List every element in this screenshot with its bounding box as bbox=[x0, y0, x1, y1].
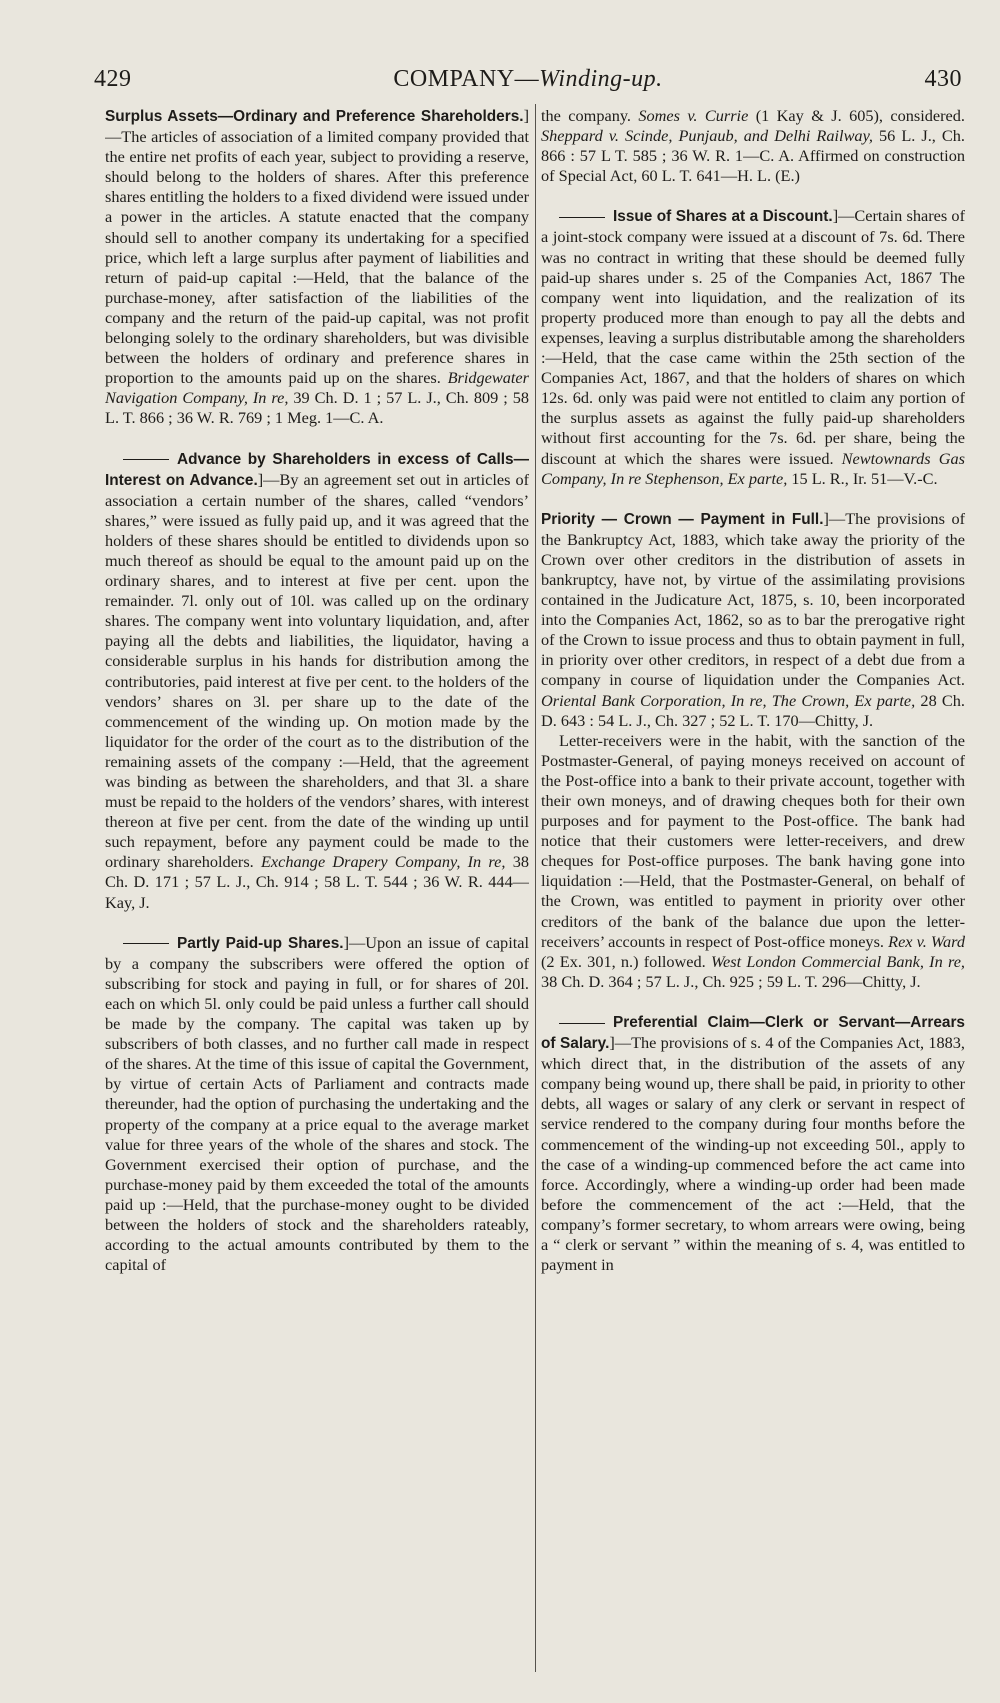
title-italic: Winding-up. bbox=[539, 66, 663, 92]
entry-body: (2 Ex. 301, n.) followed. bbox=[541, 951, 711, 971]
left-column bbox=[105, 106, 529, 1690]
entry-body: ]—Certain shares of a joint-stock company were issued at a discount of 7s. 6d. There was no contract in writing that these should be deemed fully paid-up shares under s. 25 of the Companies Act, 1867 The company went into liquidation, and the realization of its property produced more than enough to pay all the debts and expenses, leaving a surplus distributable among the shareholders :—Held, that the case came within the 25th section of the Companies Act, 1867, and that the holders of shares on which 12s. 6d. only was paid were not entitled to claim any portion of the surplus assets as against the fully paid-up shareholders without first accounting for the 7s. 6d. per share, being the discount at which the shares were issued. bbox=[541, 206, 965, 468]
title-main: COMPANY— bbox=[393, 66, 540, 92]
page-title bbox=[94, 66, 962, 93]
entry-heading: Issue of Shares at a Discount. bbox=[613, 208, 833, 226]
case-name: Rex v. Ward bbox=[888, 931, 965, 951]
entry-heading: Partly Paid-up Shares. bbox=[177, 934, 344, 952]
case-name: Sheppard v. Scinde, Punjaub, and Delhi Railway, bbox=[541, 126, 873, 146]
entry-body: Letter-receivers were in the habit, with the sanction of the Postmaster-General, of paying moneys received on account of the Post-office into a bank to their private account, together with their own moneys, and of drawing cheques both for their own purposes and for payment to the Post-office. The bank had notice that their customers were letter-receivers, and drew cheques for Post-office purposes. The bank having gone into liquidation :—Held, that the Postmaster-General, on behalf of the Crown, was entitled to payment in priority over other creditors of the bank of the balance due upon the letter-receivers’ accounts in respect of Post-office moneys. bbox=[541, 730, 965, 951]
column-divider bbox=[535, 104, 536, 1672]
entry-issue-at-discount bbox=[541, 206, 965, 488]
ditto-dash bbox=[559, 1023, 605, 1024]
case-name: Newtownards Gas Company, In re Stephenson, Ex parte, bbox=[541, 448, 965, 488]
entry-body: ]—By an agreement set out in articles of association a certain number of the shares, called “vendors’ shares,” were issued as fully paid up, and it was agreed that the holders of these shares should be entitled to dividends upon so much thereof as should be equal to the amount paid up on the ordinary shares, and to interest at five per cent. upon the remainder. 7l. only out of 10l. was called up on the ordinary shares. The company went into voluntary liquidation, and, after paying all the debts and liabilities, the liquidator, having a considerable surplus in his hands for distribution among the contributories, paid interest at five per cent. to the holders of the vendors’ shares on 3l. per share up to the date of the commencement of the winding up. On motion made by the liquidator for the order of the court as to the distribution of the remaining assets of the company :—Held, that the agreement was binding as between the shareholders, and that 3l. a share must be repaid to the holders of the vendors’ shares, with interest thereon at five per cent. from the date of the winding up until such repayment, before any payment could be made to the ordinary shareholders. bbox=[105, 469, 529, 872]
entry-heading: Preferential Claim—Clerk or Servant—Arrears of Salary. bbox=[541, 1013, 965, 1053]
ditto-dash bbox=[559, 217, 605, 218]
entry-surplus-assets bbox=[105, 106, 529, 429]
entry-letter-receivers bbox=[541, 731, 965, 992]
ditto-dash bbox=[123, 459, 169, 460]
entry-body: ]—The provisions of s. 4 of the Companies Act, 1883, which direct that, in the distribution of the assets of any company being wound up, there shall be paid, in priority to other debts, all wages or salary of any clerk or servant in respect of service rendered to the company during four months before the commencement of the winding-up not exceeding 50l., apply to the case of a winding-up commenced before the act came into force. Accordingly, where a winding-up order had been made before the commencement of the act :—Held, that the company’s former secretary, to whom arrears were owing, being a “ clerk or servant ” within the meaning of s. 4, was entitled to payment in bbox=[541, 1033, 965, 1275]
case-name: West London Commercial Bank, In re, bbox=[710, 951, 965, 971]
case-name: Bridgewater Navigation Company, In re, bbox=[105, 368, 529, 408]
right-column bbox=[541, 106, 965, 1690]
case-citation: 39 Ch. D. 1 ; 57 L. J., Ch. 809 ; 58 L. T. 866 ; 36 W. R. 769 ; 1 Meg. 1—C. A. bbox=[105, 388, 529, 428]
entry-body: ]—The articles of association of a limited company provided that the entire net profits of each year, subject to providing a reserve, should belong to the holders of shares. After this preference shares entitling the holders to a fixed dividend were issued under a power in the articles. A statute enacted that the company should sell to another company its undertaking for a specified price, which left a large surplus after payment of liabilities and return of paid-up capital :—Held, that the balance of the purchase-money, after satisfaction of the liabilities of the company and the return of the paid-up capital, was not profit belonging solely to the ordinary shareholders, but was divisible between the holders of ordinary and preference shares in proportion to the amounts paid up on the shares. bbox=[105, 106, 529, 388]
entry-partly-paid-up-shares bbox=[105, 933, 529, 1276]
case-citation: 38 Ch. D. 171 ; 57 L. J., Ch. 914 ; 58 L. T. 544 ; 36 W. R. 444—Kay, J. bbox=[105, 852, 529, 912]
entry-body: (1 Kay & J. 605), considered. bbox=[748, 106, 965, 125]
entry-heading: Priority — Crown — Payment in Full. bbox=[541, 510, 824, 528]
case-citation: 56 L. J., Ch. 866 : 57 L T. 585 ; 36 W. R. 1—C. A. Affirmed on construction of Special Act, 60 L. T. 641—H. L. (E.) bbox=[541, 126, 965, 186]
case-name: Somes v. Currie bbox=[638, 106, 749, 125]
entry-body: the company. bbox=[541, 106, 639, 125]
entry-continuation bbox=[541, 106, 965, 186]
running-header bbox=[94, 66, 962, 96]
entry-preferential-claim bbox=[541, 1012, 965, 1275]
page-number-left: 429 bbox=[94, 66, 132, 92]
entry-heading: Surplus Assets—Ordinary and Preference Shareholders. bbox=[105, 108, 524, 125]
ditto-dash bbox=[123, 943, 169, 944]
page-number-right: 430 bbox=[924, 66, 962, 92]
case-name: Exchange Drapery Company, In re, bbox=[260, 852, 506, 872]
case-name: Oriental Bank Corporation, In re, The Crown, Ex parte, bbox=[541, 690, 916, 710]
entry-heading: Advance by Shareholders in excess of Calls—Interest on Advance. bbox=[105, 450, 529, 489]
entry-body: ]—The provisions of the Bankruptcy Act, 1883, which take away the priority of the Crown over other creditors in the distribution of assets in bankruptcy, have not, by virtue of the assimilating provisions contained in the Judicature Act, 1875, s. 10, been incorporated into the Companies Act, 1862, so as to bar the prerogative right of the Crown to issue process and thus to obtain payment in full, in priority over other creditors, in respect of a debt due from a company in course of liquidation under the Companies Act. bbox=[541, 508, 965, 690]
case-citation: 38 Ch. D. 364 ; 57 L. J., Ch. 925 ; 59 L. T. 296—Chitty, J. bbox=[541, 971, 921, 991]
entry-body: ]—Upon an issue of capital by a company the subscribers were offered the option of subscribing for stock and paying in full, or for shares of 20l. each on which 5l. only could be paid unless a further call should be made by the company. The capital was taken up by subscribers of both classes, and no further call made in respect of the shares. At the time of this issue of capital the Government, by virtue of certain Acts of Parliament and contracts made thereunder, had the option of purchasing the undertaking and the property of the company at a price equal to the average market value for three years of the whole of the shares and stock. The Government exercised their option of purchase, and the purchase-money paid by them exceeded the total of the amounts paid up :—Held, that the purchase-money ought to be divided between the holders of stock and the shareholders rateably, according to the actual amounts contributed by them to the capital of bbox=[105, 932, 529, 1275]
entry-priority-crown bbox=[541, 509, 965, 731]
entry-advance-by-shareholders bbox=[105, 449, 529, 913]
case-citation: 15 L. R., Ir. 51—V.-C. bbox=[787, 468, 938, 488]
case-citation: 28 Ch. D. 643 : 54 L. J., Ch. 327 ; 52 L. T. 170—Chitty, J. bbox=[541, 690, 965, 730]
